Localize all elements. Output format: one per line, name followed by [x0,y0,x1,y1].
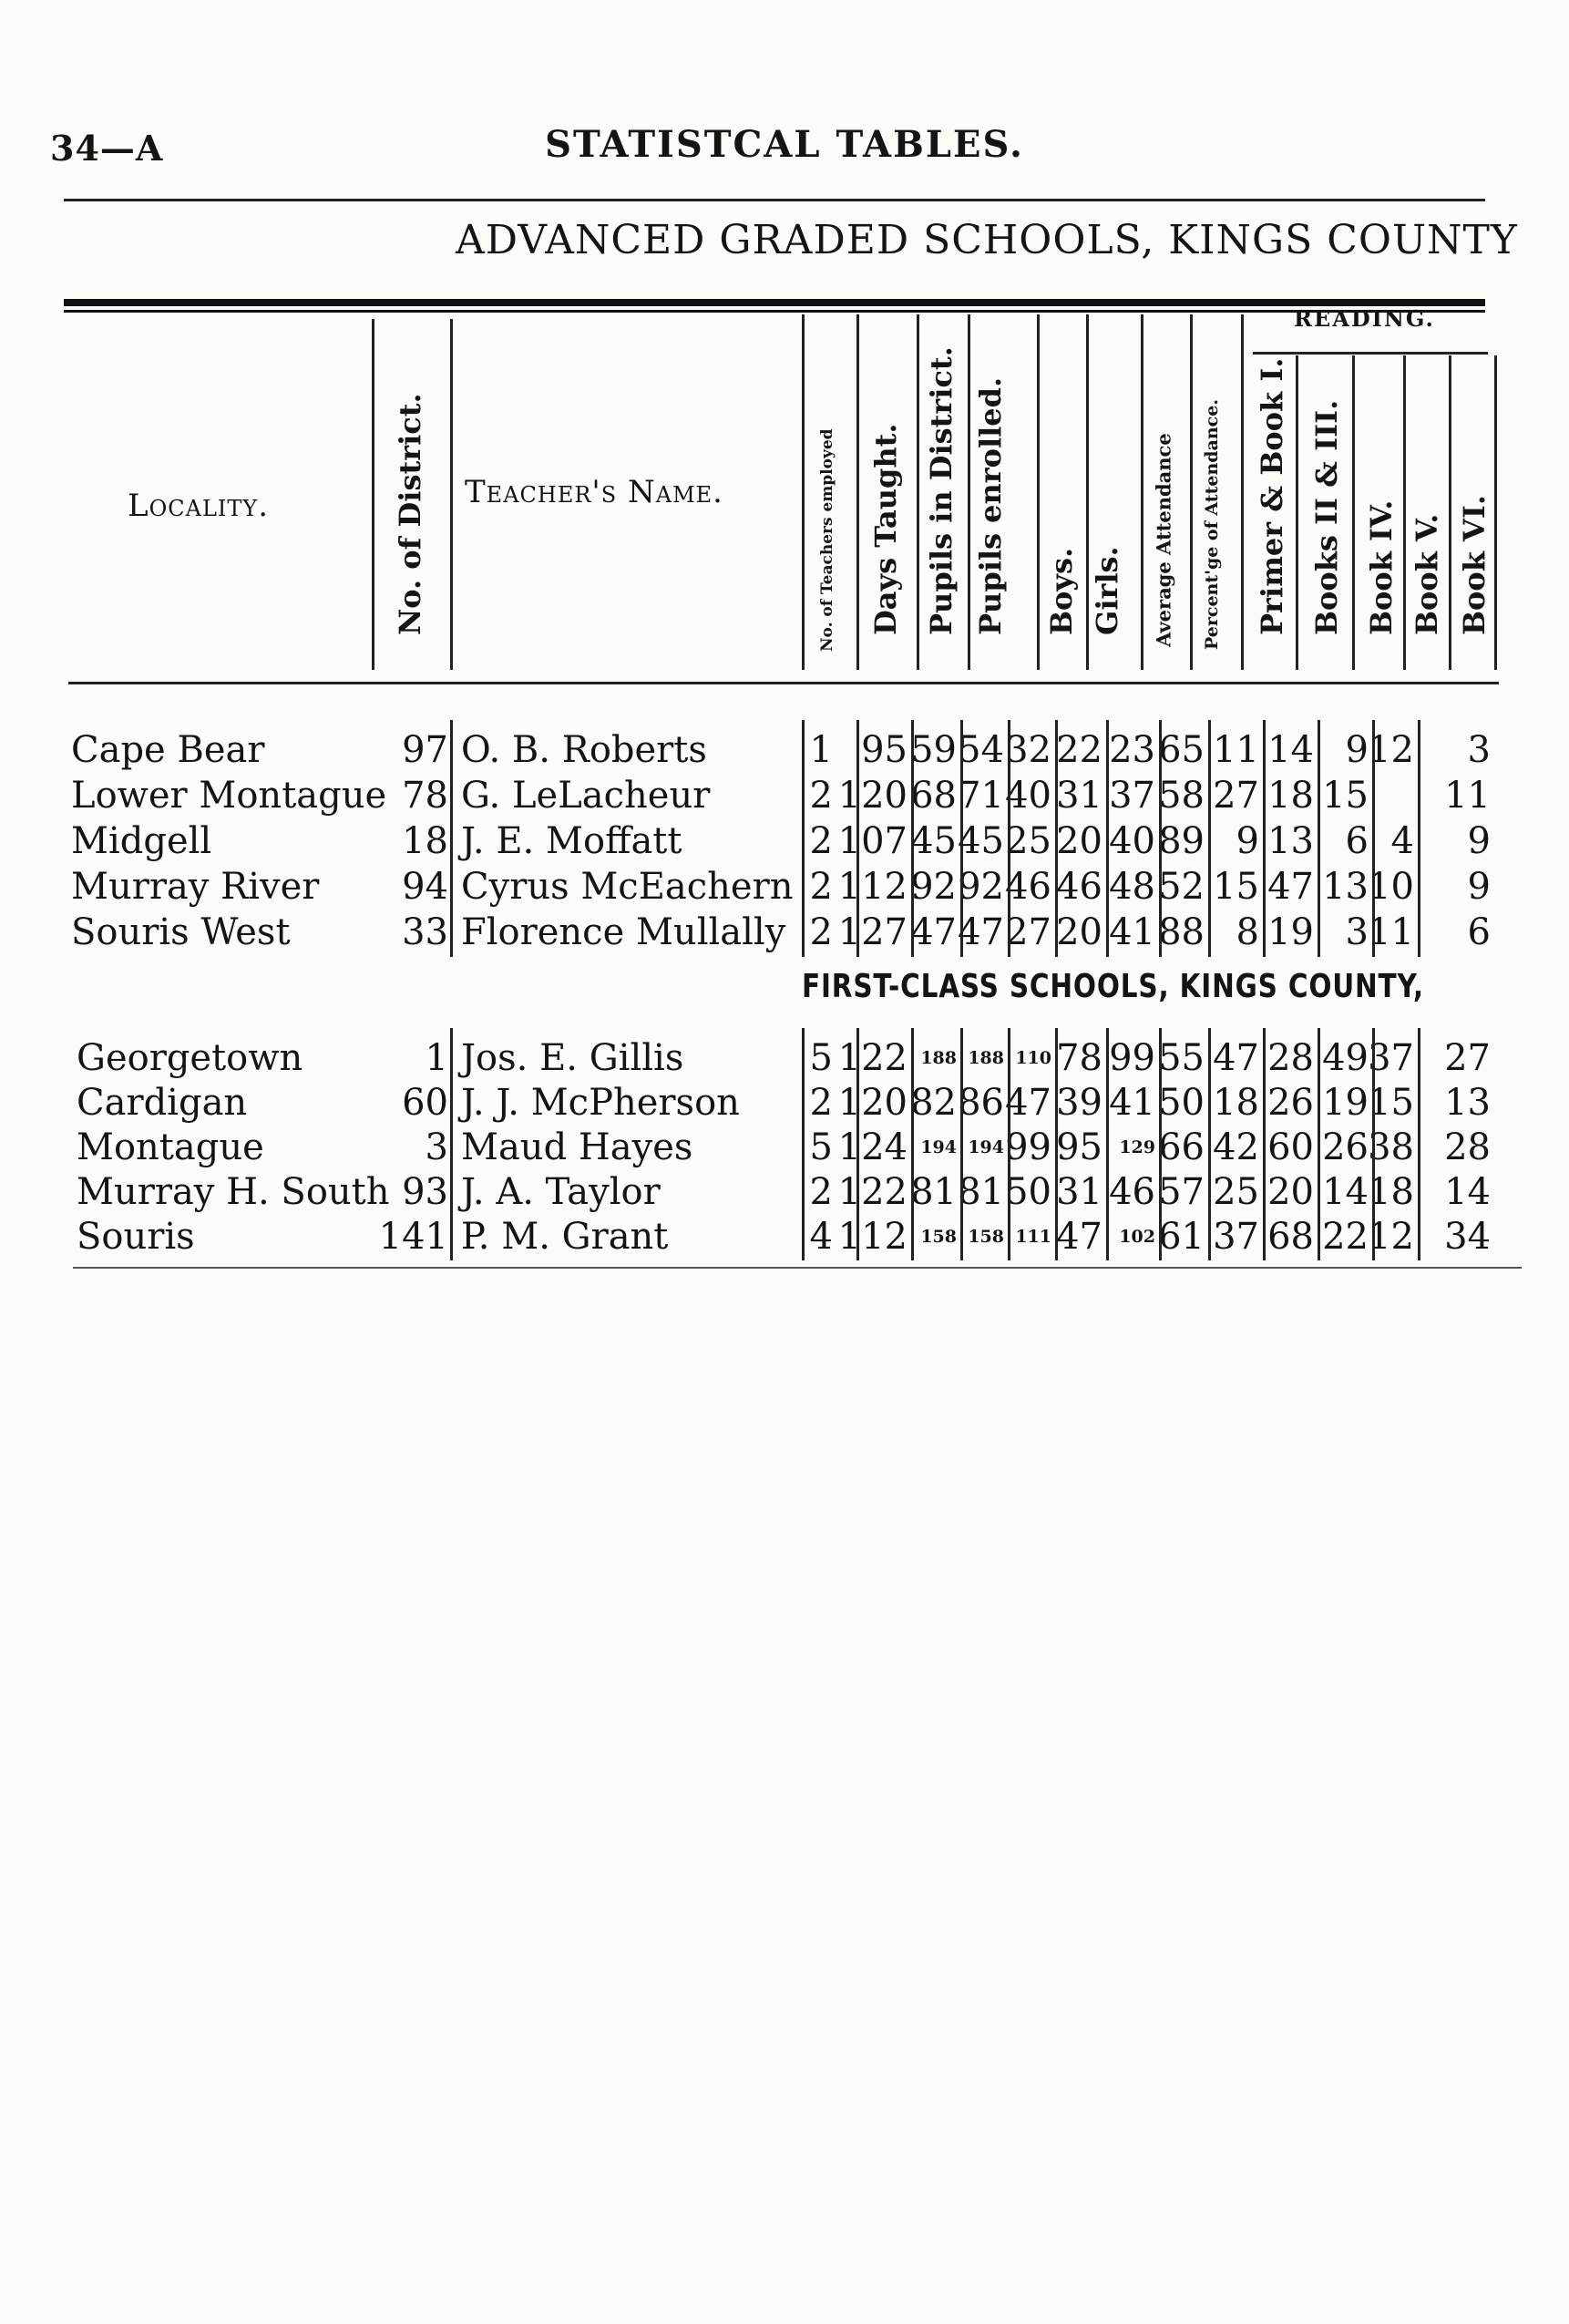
value-cell: 23 [1109,729,1155,771]
locality-cell: Lower Montague [71,775,387,817]
section-title: ADVANCED GRADED SCHOOLS, KINGS COUNTY [456,217,1518,263]
table-row [0,727,1569,773]
value-cell: 92 [958,866,1004,908]
value-cell: 188 [968,1048,1004,1068]
value-cell: 26 [1267,1082,1314,1124]
column-divider [960,720,963,957]
value-cell: 15 [1213,866,1259,908]
value-cell: 47 [910,911,957,953]
column-divider [1372,1028,1375,1260]
header-days-taught: Days Taught. [868,423,903,635]
value-cell: 3 [1345,911,1369,953]
header-divider [450,319,453,670]
value-cell: 46 [1056,866,1102,908]
header-divider [802,314,805,670]
value-cell: 65 [1158,729,1205,771]
double-rule [64,299,1485,313]
value-cell: 37 [1368,1037,1414,1079]
locality-cell: Souris West [71,911,291,953]
header-divider [1494,355,1497,670]
header-teachers-employed: No. of Teachers employed [818,428,836,652]
value-cell: 31 [1056,775,1102,817]
value-cell: 18 [1213,1082,1259,1124]
column-divider [1318,720,1320,957]
value-cell: 20 [1056,911,1102,953]
value-cell: 2 [809,775,833,817]
value-cell: 45 [910,820,957,862]
value-cell: 120 [837,1082,908,1124]
column-divider [1106,1028,1109,1260]
district-cell: 33 [402,911,448,953]
value-cell: 122 [837,1171,908,1213]
header-reading-group: READING. [1294,305,1435,332]
header-pupils-enrolled: Pupils enrolled. [973,376,1008,635]
value-cell: 78 [1056,1037,1102,1079]
locality-cell: Montague [77,1126,264,1168]
value-cell: 11 [1213,729,1259,771]
value-cell: 95 [861,729,908,771]
value-cell: 13 [1267,820,1314,862]
column-divider [802,1028,805,1260]
value-cell: 15 [1368,1082,1414,1124]
header-divider [1241,314,1244,670]
header-book-6: Book VI. [1457,495,1492,635]
column-divider [1106,720,1109,957]
teacher-cell: Maud Hayes [461,1126,693,1168]
teacher-cell: O. B. Roberts [461,729,707,771]
value-cell: 158 [920,1227,957,1247]
value-cell: 47 [958,911,1004,953]
teacher-cell: P. M. Grant [461,1216,669,1258]
value-cell: 13 [1444,1082,1491,1124]
header-book-4: Book IV. [1364,499,1399,635]
value-cell: 59 [910,729,957,771]
value-cell: 122 [837,1037,908,1079]
value-cell: 13 [1322,866,1369,908]
value-cell: 38 [1368,1126,1414,1168]
value-cell: 25 [1213,1171,1259,1213]
value-cell: 9 [1236,820,1259,862]
value-cell: 68 [910,775,957,817]
value-cell: 92 [910,866,957,908]
value-cell: 4 [809,1216,833,1258]
value-cell: 88 [1158,911,1205,953]
value-cell: 9 [1345,729,1369,771]
value-cell: 52 [1158,866,1205,908]
value-cell: 47 [1056,1216,1102,1258]
value-cell: 81 [910,1171,957,1213]
value-cell: 47 [1005,1082,1051,1124]
table-row [0,1214,1569,1260]
value-cell: 49 [1322,1037,1369,1079]
value-cell: 12 [1368,729,1414,771]
header-divider [1086,314,1089,670]
district-cell: 97 [402,729,448,771]
district-cell: 60 [402,1082,448,1124]
column-divider [856,720,859,957]
column-divider [1055,1028,1058,1260]
value-cell: 37 [1109,775,1155,817]
teacher-cell: J. A. Taylor [461,1171,661,1213]
district-cell: 94 [402,866,448,908]
header-boys: Boys. [1044,547,1079,635]
value-cell: 4 [1390,820,1414,862]
locality-cell: Cardigan [77,1082,248,1124]
district-cell: 141 [378,1216,448,1258]
value-cell: 2 [809,820,833,862]
page-number: 34—A [50,128,164,169]
column-divider [1372,720,1375,957]
value-cell: 9 [1467,820,1491,862]
header-district: No. of District. [393,393,427,635]
column-divider [1008,720,1010,957]
value-cell: 20 [1267,1171,1314,1213]
value-cell: 129 [1119,1137,1155,1157]
header-divider [1296,355,1298,670]
column-divider [450,720,453,957]
header-divider [1037,314,1040,670]
header-divider [1141,314,1143,670]
value-cell: 22 [1322,1216,1369,1258]
value-cell: 2 [809,1171,833,1213]
value-cell: 107 [837,820,908,862]
value-cell: 194 [968,1137,1004,1157]
column-divider [1418,1028,1420,1260]
value-cell: 42 [1213,1126,1259,1168]
header-divider [1403,355,1406,670]
value-cell: 45 [958,820,1004,862]
value-cell: 57 [1158,1171,1205,1213]
value-cell: 27 [1444,1037,1491,1079]
value-cell: 40 [1109,820,1155,862]
value-cell: 46 [1109,1171,1155,1213]
header-divider [372,319,374,670]
header-divider [968,314,970,670]
value-cell: 124 [837,1126,908,1168]
teacher-cell: Jos. E. Gillis [461,1037,684,1079]
table-row [0,1080,1569,1126]
first-class-title: FIRST-CLASS SCHOOLS, KINGS COUNTY, [802,968,1424,1005]
value-cell: 18 [1368,1171,1414,1213]
value-cell: 40 [1005,775,1051,817]
value-cell: 41 [1109,911,1155,953]
value-cell: 6 [1467,911,1491,953]
top-rule [64,199,1485,201]
teacher-cell: Florence Mullally [461,911,786,953]
header-pupils-district: Pupils in District. [924,346,959,635]
value-cell: 102 [1119,1227,1155,1247]
value-cell: 194 [920,1137,957,1157]
column-divider [1159,1028,1162,1260]
header-bottom-rule [68,682,1499,684]
value-cell: 10 [1368,866,1414,908]
table-row [0,818,1569,864]
column-divider [1208,1028,1211,1260]
value-cell: 47 [1213,1037,1259,1079]
value-cell: 22 [1056,729,1102,771]
locality-cell: Midgell [71,820,212,862]
column-divider [1159,720,1162,957]
table-row [0,773,1569,818]
value-cell: 28 [1444,1126,1491,1168]
value-cell: 6 [1345,820,1369,862]
column-divider [802,720,805,957]
value-cell: 82 [910,1082,957,1124]
value-cell: 14 [1322,1171,1369,1213]
value-cell: 41 [1109,1082,1155,1124]
value-cell: 18 [1267,775,1314,817]
table-row [0,1035,1569,1081]
column-divider [911,1028,914,1260]
value-cell: 55 [1158,1037,1205,1079]
header-primer: Primer & Book I. [1255,357,1289,635]
value-cell: 95 [1056,1126,1102,1168]
value-cell: 99 [1109,1037,1155,1079]
value-cell: 112 [837,1216,908,1258]
value-cell: 5 [809,1037,833,1079]
value-cell: 34 [1444,1216,1491,1258]
column-divider [1263,1028,1266,1260]
value-cell: 68 [1267,1216,1314,1258]
table-row [0,864,1569,910]
value-cell: 2 [809,911,833,953]
value-cell: 15 [1322,775,1369,817]
value-cell: 60 [1267,1126,1314,1168]
value-cell: 127 [837,911,908,953]
value-cell: 50 [1158,1082,1205,1124]
value-cell: 112 [837,866,908,908]
locality-cell: Murray H. South [77,1171,390,1213]
column-divider [1008,1028,1010,1260]
header-girls: Girls. [1090,546,1124,635]
value-cell: 71 [958,775,1004,817]
value-cell: 19 [1322,1082,1369,1124]
teacher-cell: Cyrus McEachern [461,866,794,908]
value-cell: 1 [809,729,833,771]
header-average-attendance: Average Attendance [1152,433,1175,647]
value-cell: 46 [1005,866,1051,908]
column-divider [1263,720,1266,957]
header-divider [1190,314,1193,670]
value-cell: 120 [837,775,908,817]
teacher-cell: J. J. McPherson [461,1082,740,1124]
value-cell: 27 [1213,775,1259,817]
value-cell: 86 [958,1082,1004,1124]
value-cell: 14 [1267,729,1314,771]
column-divider [1055,720,1058,957]
header-percentage-attendance: Percent'ge of Attendance. [1202,399,1222,650]
district-cell: 1 [425,1037,448,1079]
header-book-5: Book V. [1410,513,1444,635]
value-cell: 3 [1467,729,1491,771]
running-head: STATISTCAL TABLES. [545,123,1024,166]
value-cell: 37 [1213,1216,1259,1258]
value-cell: 5 [809,1126,833,1168]
value-cell: 26 [1322,1126,1369,1168]
value-cell: 2 [809,866,833,908]
district-cell: 93 [402,1171,448,1213]
locality-cell: Murray River [71,866,320,908]
value-cell: 58 [1158,775,1205,817]
value-cell: 54 [958,729,1004,771]
column-divider [1318,1028,1320,1260]
value-cell: 89 [1158,820,1205,862]
locality-cell: Cape Bear [71,729,265,771]
value-cell: 66 [1158,1126,1205,1168]
value-cell: 14 [1444,1171,1491,1213]
header-divider [1352,355,1355,670]
header-divider [856,314,859,670]
value-cell: 20 [1056,820,1102,862]
value-cell: 11 [1444,775,1491,817]
value-cell: 27 [1005,911,1051,953]
value-cell: 11 [1368,911,1414,953]
header-divider [1449,355,1451,670]
bottom-rule [73,1267,1522,1269]
column-divider [1418,720,1420,957]
value-cell: 2 [809,1082,833,1124]
value-cell: 50 [1005,1171,1051,1213]
value-cell: 81 [958,1171,1004,1213]
teacher-cell: G. LeLacheur [461,775,711,817]
column-divider [1208,720,1211,957]
table-row [0,910,1569,955]
value-cell: 61 [1158,1216,1205,1258]
value-cell: 48 [1109,866,1155,908]
value-cell: 188 [920,1048,957,1068]
value-cell: 99 [1005,1126,1051,1168]
value-cell: 25 [1005,820,1051,862]
header-teacher: Teacher's Name. [465,474,723,510]
column-divider [911,720,914,957]
teacher-cell: J. E. Moffatt [461,820,682,862]
locality-cell: Georgetown [77,1037,303,1079]
value-cell: 8 [1236,911,1259,953]
value-cell: 12 [1368,1216,1414,1258]
value-cell: 110 [1015,1048,1051,1068]
table-row [0,1125,1569,1170]
header-books-2-3: Books II & III. [1309,399,1344,635]
table-row [0,1169,1569,1215]
district-cell: 18 [402,820,448,862]
value-cell: 47 [1267,866,1314,908]
value-cell: 158 [968,1227,1004,1247]
value-cell: 111 [1015,1227,1051,1247]
header-divider [917,314,919,670]
value-cell: 19 [1267,911,1314,953]
header-locality: Locality. [128,488,270,524]
district-cell: 3 [425,1126,448,1168]
value-cell: 31 [1056,1171,1102,1213]
column-divider [960,1028,963,1260]
value-cell: 28 [1267,1037,1314,1079]
value-cell: 32 [1005,729,1051,771]
value-cell: 9 [1467,866,1491,908]
reading-rule [1253,352,1488,355]
district-cell: 78 [402,775,448,817]
locality-cell: Souris [77,1216,195,1258]
column-divider [450,1028,453,1260]
value-cell: 39 [1056,1082,1102,1124]
column-divider [856,1028,859,1260]
